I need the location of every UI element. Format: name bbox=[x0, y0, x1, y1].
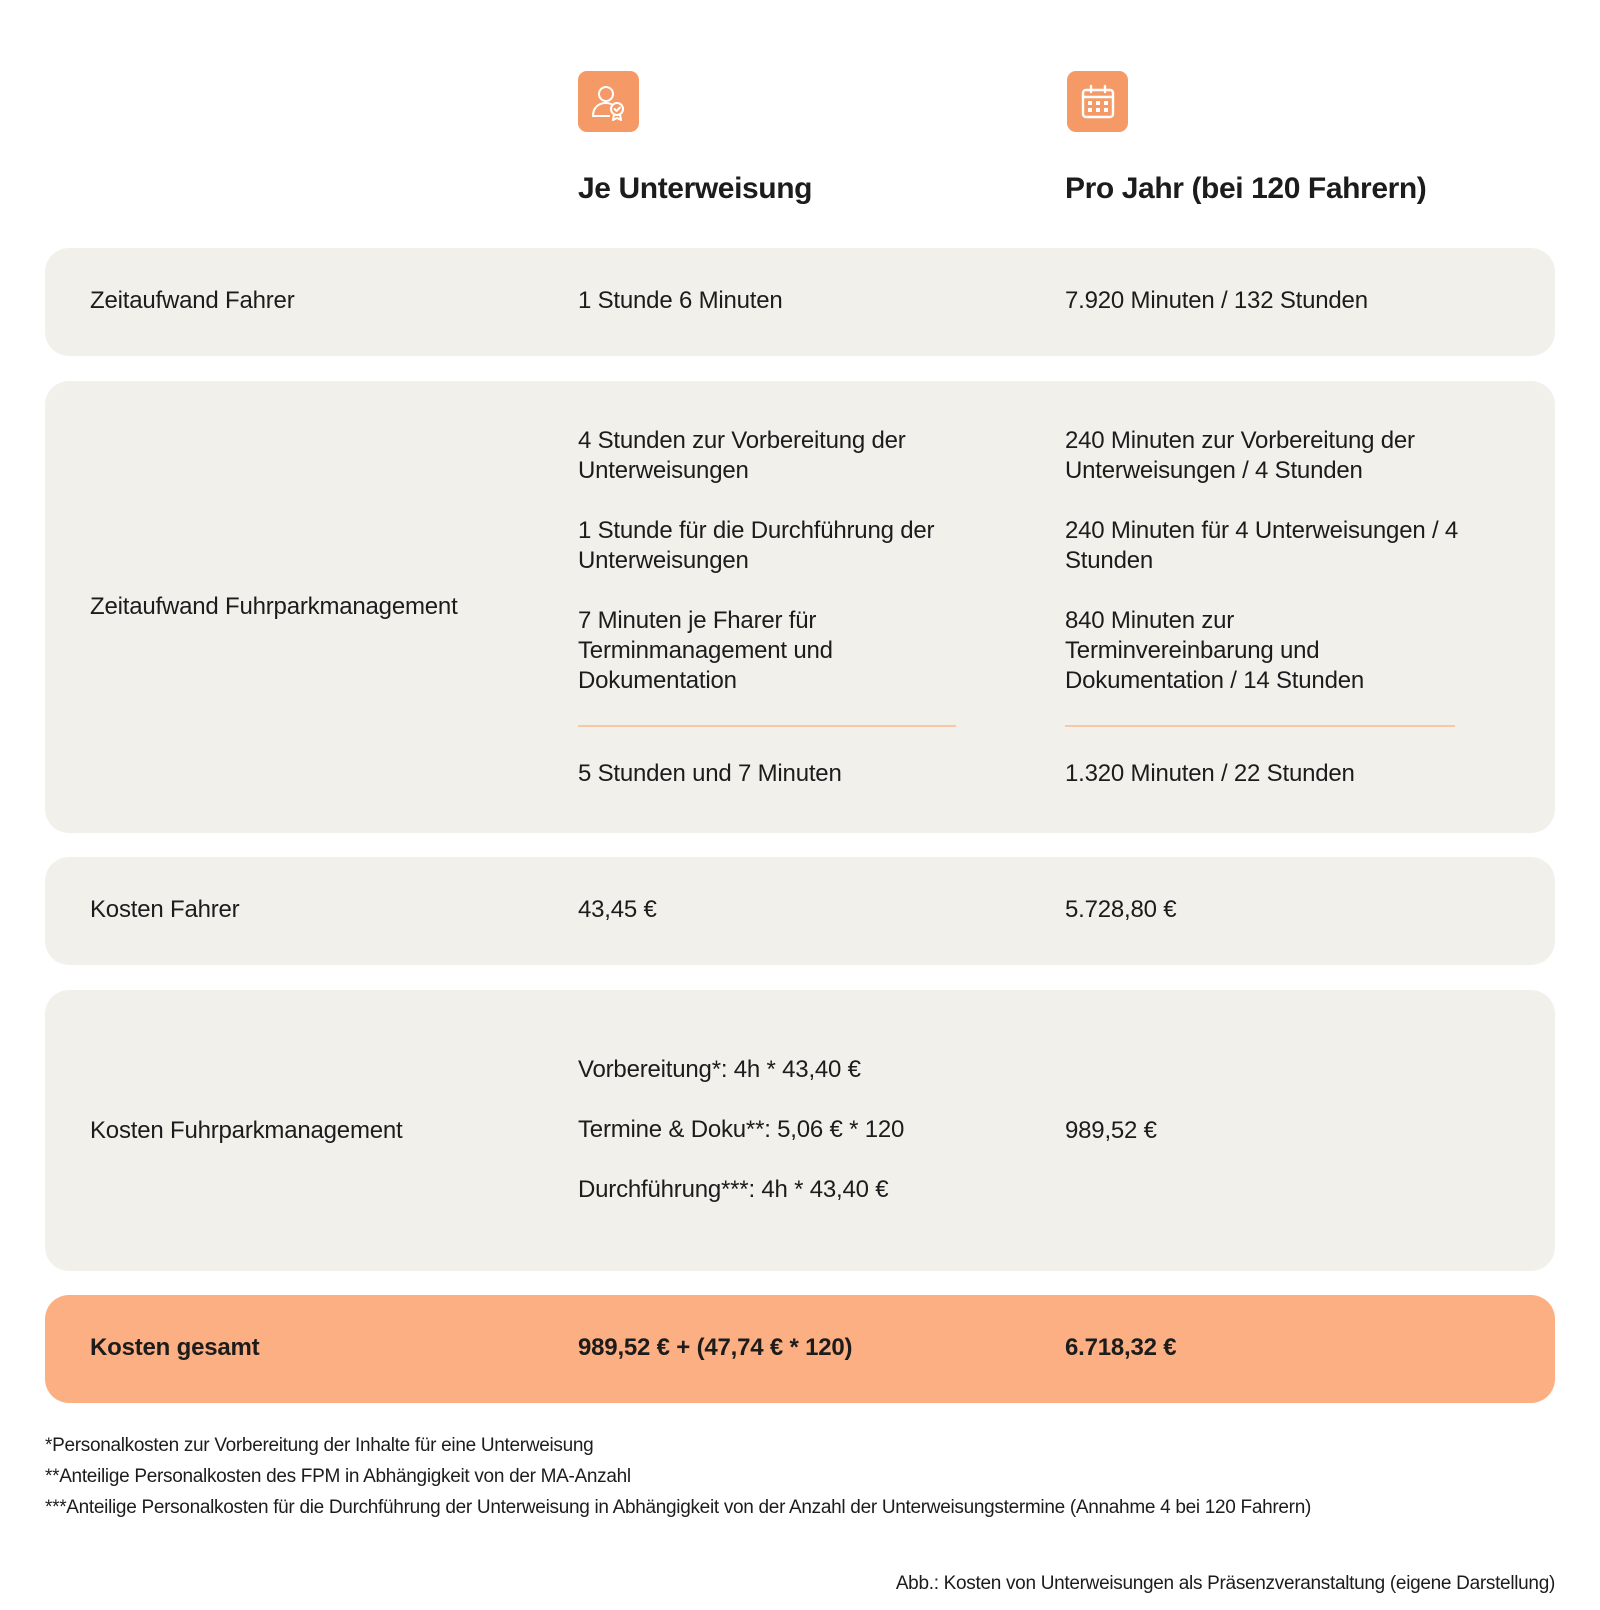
row-label: Kosten Fuhrparkmanagement bbox=[90, 1117, 403, 1144]
per-year-breakdown bbox=[1065, 426, 1465, 696]
list-item: Vorbereitung*: 4h * 43,40 € bbox=[578, 1056, 861, 1083]
row-kosten-gesamt bbox=[45, 1295, 1555, 1403]
column-title-per-instruction: Je Unterweisung bbox=[578, 172, 813, 205]
list-item: 4 Stunden zur Vorbereitung der Unterweisungen bbox=[578, 427, 906, 484]
user-certificate-icon bbox=[578, 71, 639, 132]
per-instruction-value: 989,52 € + (47,74 € * 120) bbox=[578, 1334, 853, 1361]
list-item: 240 Minuten für 4 Unterweisungen / 4 Stunden bbox=[1065, 517, 1459, 574]
per-instruction-total: 5 Stunden und 7 Minuten bbox=[578, 760, 842, 787]
row-label: Zeitaufwand Fuhrparkmanagement bbox=[90, 593, 458, 620]
footnote: *Personalkosten zur Vorbereitung der Inhalte für eine Unterweisung bbox=[45, 1435, 594, 1456]
row-zeitaufwand-fuhrparkmanagement bbox=[45, 381, 1555, 833]
per-year-value: 7.920 Minuten / 132 Stunden bbox=[1065, 287, 1368, 314]
per-year-value: 5.728,80 € bbox=[1065, 896, 1177, 923]
column-title-per-year: Pro Jahr (bei 120 Fahrern) bbox=[1065, 172, 1427, 205]
row-zeitaufwand-fahrer bbox=[45, 248, 1555, 356]
calendar-icon bbox=[1067, 71, 1128, 132]
row-label: Kosten gesamt bbox=[90, 1334, 260, 1361]
per-year-value: 6.718,32 € bbox=[1065, 1334, 1177, 1361]
per-year-value: 989,52 € bbox=[1065, 1117, 1157, 1144]
list-item: 240 Minuten zur Vorbereitung der Unterweisungen / 4 Stunden bbox=[1065, 427, 1415, 484]
divider bbox=[578, 725, 956, 727]
list-item: 840 Minuten zur Terminvereinbarung und Dokumentation / 14 Stunden bbox=[1065, 607, 1365, 694]
list-item: 7 Minuten je Fharer für Terminmanagement und Dokumentation bbox=[578, 607, 833, 694]
list-item: Termine & Doku**: 5,06 € * 120 bbox=[578, 1116, 905, 1143]
divider bbox=[1065, 725, 1455, 727]
per-instruction-breakdown bbox=[578, 426, 968, 696]
footnote: ***Anteilige Personalkosten für die Durchführung der Unterweisung in Abhängigkeit von der Anzahl der Unterweisungstermine (Annahme 4 bei 120 Fahrern) bbox=[45, 1497, 1312, 1518]
per-instruction-value: 43,45 € bbox=[578, 896, 657, 923]
row-label: Zeitaufwand Fahrer bbox=[90, 287, 295, 314]
figure-caption: Abb.: Kosten von Unterweisungen als Präsenzveranstaltung (eigene Darstellung) bbox=[895, 1573, 1555, 1594]
per-instruction-breakdown bbox=[578, 1055, 978, 1205]
list-item: 1 Stunde für die Durchführung der Unterweisungen bbox=[578, 517, 935, 574]
per-year-total: 1.320 Minuten / 22 Stunden bbox=[1065, 760, 1355, 787]
footnote: **Anteilige Personalkosten des FPM in Abhängigkeit von der MA-Anzahl bbox=[45, 1466, 631, 1487]
row-label: Kosten Fahrer bbox=[90, 896, 240, 923]
row-kosten-fahrer bbox=[45, 857, 1555, 965]
row-kosten-fuhrparkmanagement bbox=[45, 990, 1555, 1271]
list-item: Durchführung***: 4h * 43,40 € bbox=[578, 1176, 889, 1203]
per-instruction-value: 1 Stunde 6 Minuten bbox=[578, 287, 783, 314]
